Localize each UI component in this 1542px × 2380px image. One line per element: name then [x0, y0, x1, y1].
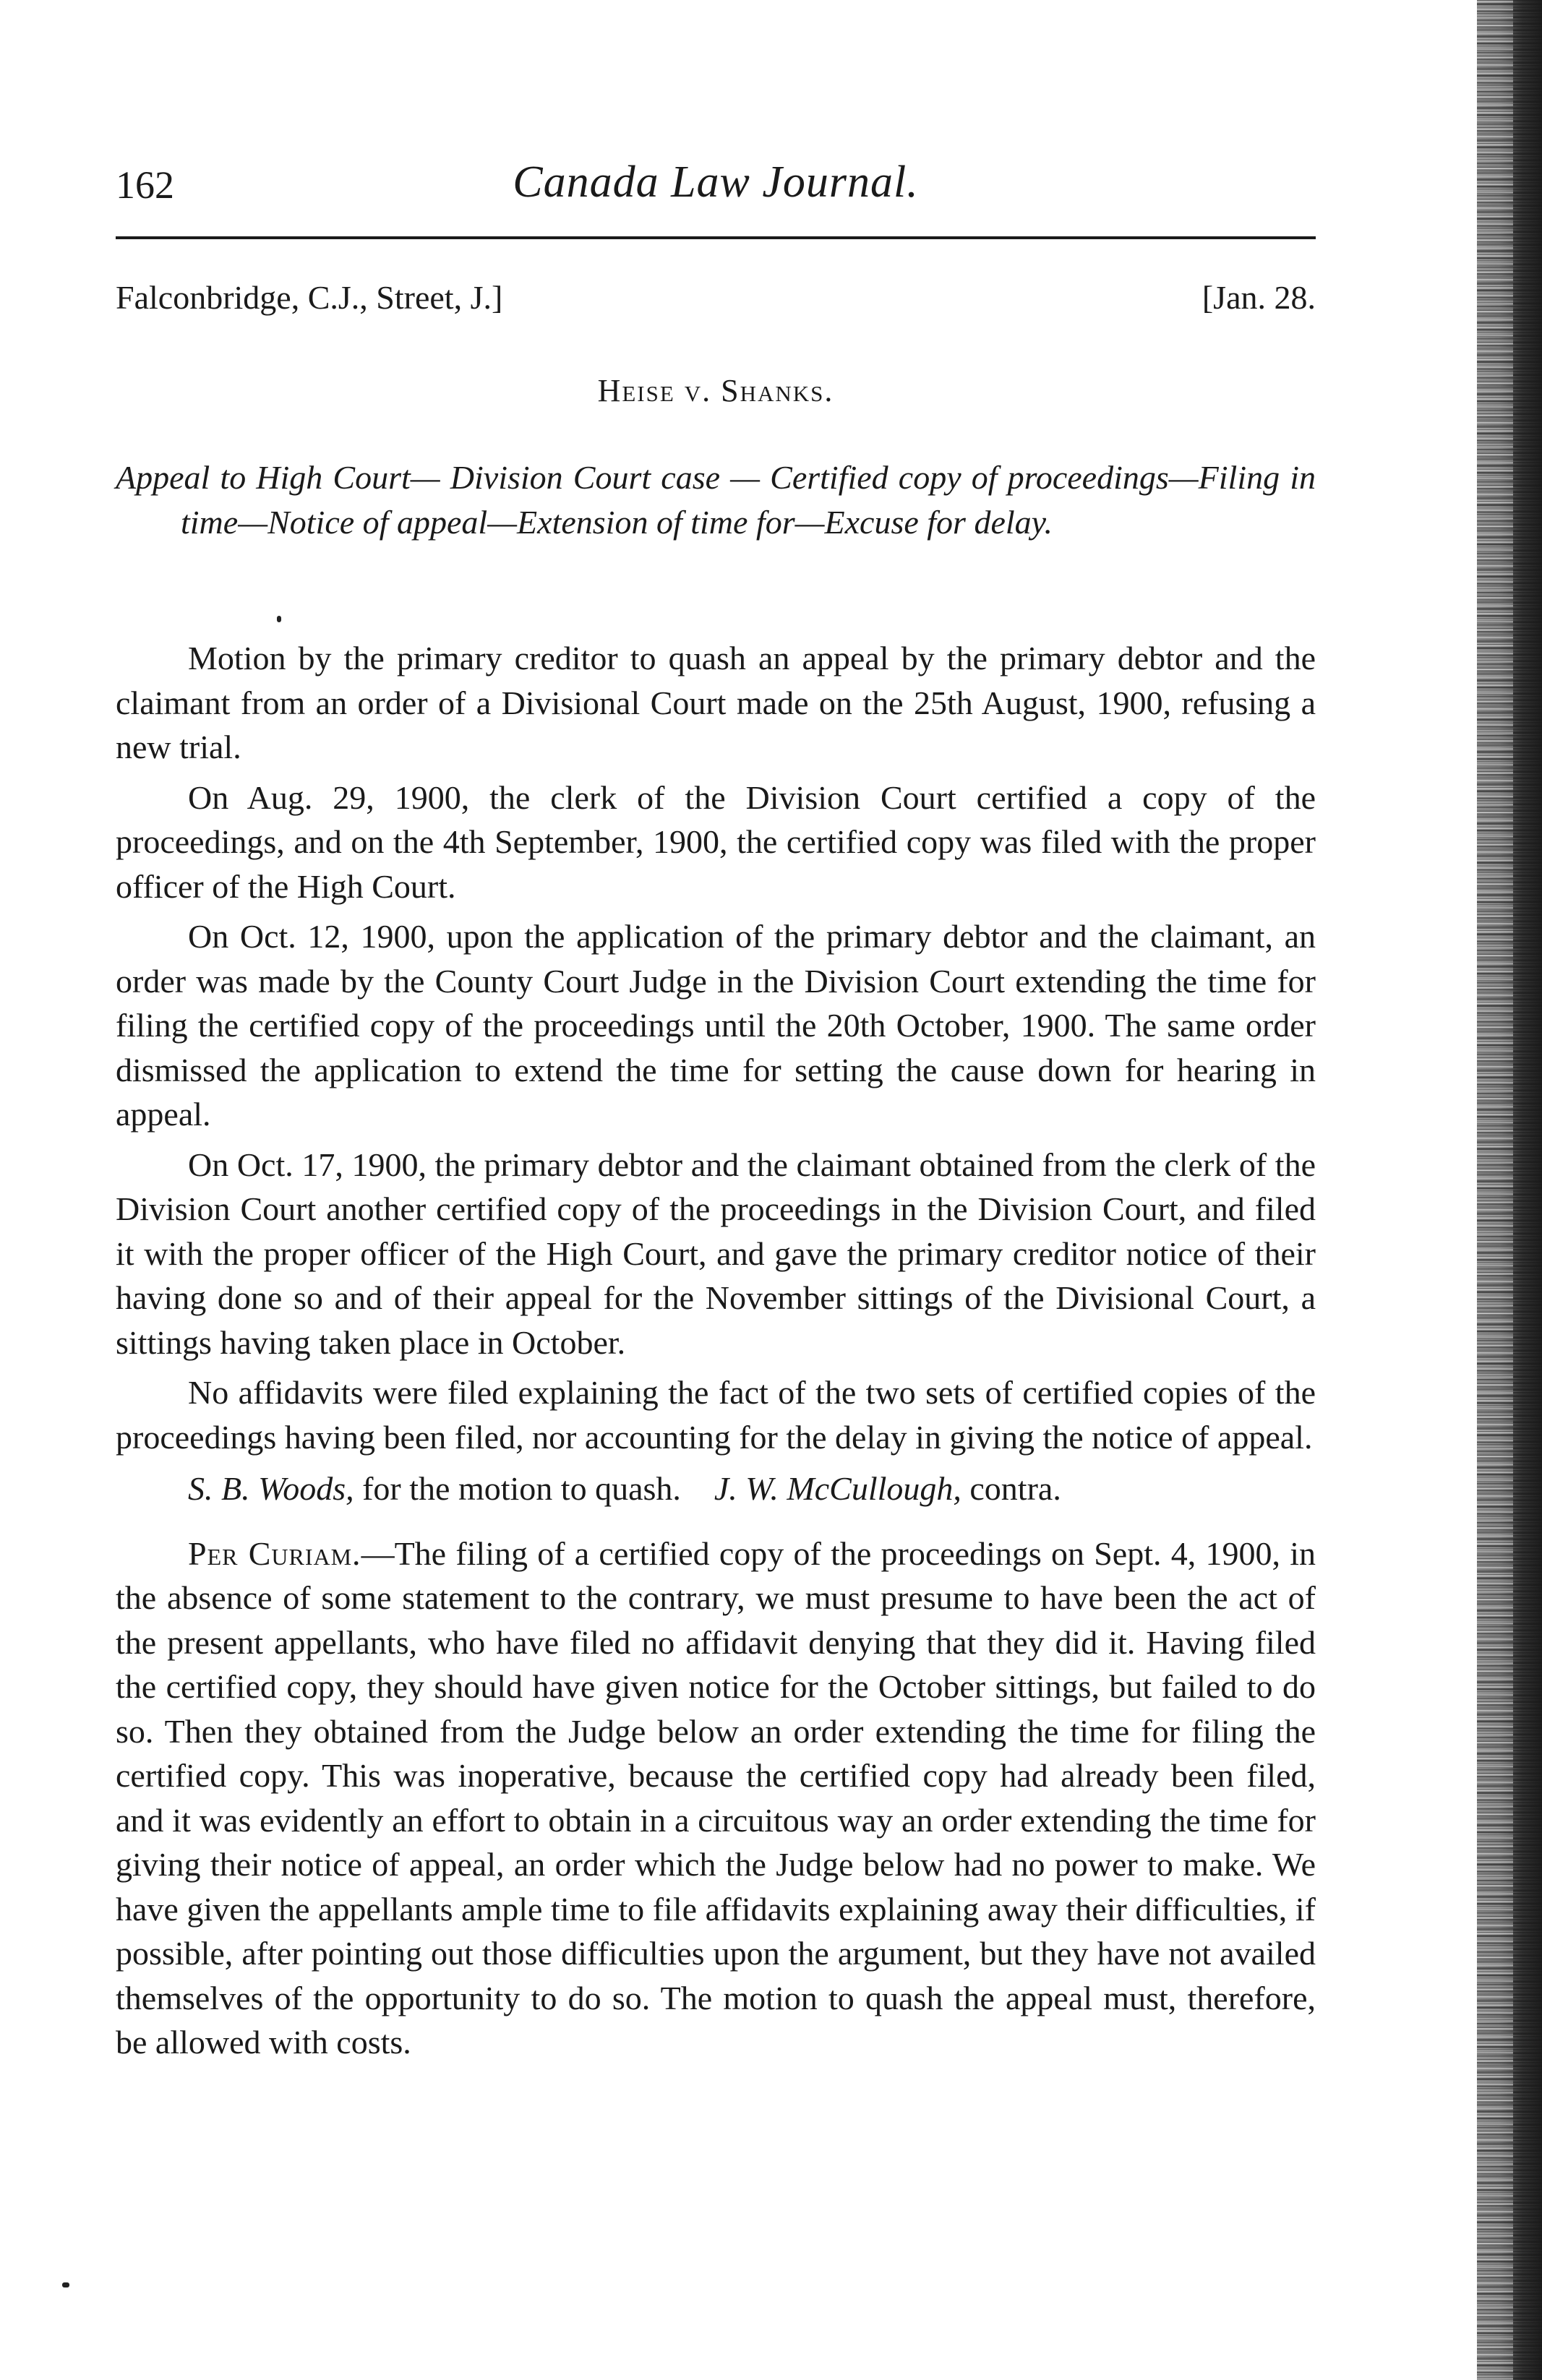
binding-edge-texture	[1470, 0, 1513, 2380]
paragraph: On Oct. 17, 1900, the primary debtor and the claimant obtained from the clerk of the Division Court another certified copy of the proceedings in the Division Court, and filed it with the proper officer of the High Court, and gave the primary creditor notice of their having done so and of their appeal for the November sittings of the Divisional Court, a sittings having taken place in October.	[116, 1146, 1316, 1361]
running-head	[116, 148, 1316, 213]
paragraph: On Oct. 12, 1900, upon the application of the primary debtor and the claimant, an order was made by the County Court Judge in the Division Court extending the time for filing the certified copy of the proceedings until the 20th October, 1900. The same order dismissed the application to extend the time for setting the cause down for hearing in appeal.	[116, 918, 1316, 1133]
header-rule	[116, 236, 1316, 239]
paragraph: Motion by the primary creditor to quash an appeal by the primary debtor and the claimant from an order of a Divisional Court made on the 25th August, 1900, refusing a new trial.	[116, 640, 1316, 765]
paragraph: No affidavits were filed explaining the fact of the two sets of certified copies of the proceedings having been filed, nor accounting for the delay in giving the notice of appeal.	[116, 1374, 1316, 1456]
counsel-for-motion-text: for the motion to quash.	[354, 1470, 681, 1507]
counsel-contra-name: J. W. McCullough,	[714, 1470, 961, 1507]
judges: Falconbridge, C.J., Street, J.]	[116, 279, 503, 316]
case-title: Heise v. Shanks.	[597, 373, 834, 408]
counsel-line	[116, 1466, 1316, 1511]
print-speck	[277, 616, 281, 622]
court-line	[116, 278, 1316, 329]
per-curiam-lead: Per Curiam.	[188, 1534, 361, 1572]
judgment-text: —The filing of a certified copy of the proceedings on Sept. 4, 1900, in the absence of some statement to the contrary, we must presume to have been the act of the present appellants, who have filed no affidavit denying that they did it. Having filed the certified copy, they should have given notice for the October sittings, but failed to do so. Then they obtained from the Judge below an order extending the time for filing the certified copy. This was inoperative, because the certified copy had already been filed, and it was evidently an effort to obtain in a circuitous way an order extending the time for giving their notice of appeal, an order which the Judge below had no power to make. We have given the appellants ample time to file affidavits explaining away their difficulties, if possible, after pointing out those difficulties upon the argument, but they have not availed themselves of the opportunity to do so. The motion to quash the appeal must, therefore, be allowed with costs.	[116, 1534, 1316, 2061]
journal-title: Canada Law Journal.	[513, 158, 919, 207]
counsel-for-motion-name: S. B. Woods,	[188, 1470, 354, 1507]
print-speck	[62, 2282, 69, 2287]
judgment-paragraph	[116, 1531, 1316, 2065]
decision-date: [Jan. 28.	[1202, 279, 1316, 316]
counsel-contra-text: contra.	[961, 1470, 1061, 1507]
page-number: 162	[116, 163, 174, 207]
body-text	[116, 636, 1316, 2071]
headnote	[116, 455, 1316, 545]
paragraph: On Aug. 29, 1900, the clerk of the Division Court certified a copy of the proceedings, and on the 4th September, 1900, the certified copy was filed with the proper officer of the High Court.	[116, 778, 1316, 905]
headnote-text: Appeal to High Court— Division Court case — Certified copy of proceedings—Filing in time—Notice of appeal—Extension of time for—Excuse for delay.	[116, 459, 1316, 541]
